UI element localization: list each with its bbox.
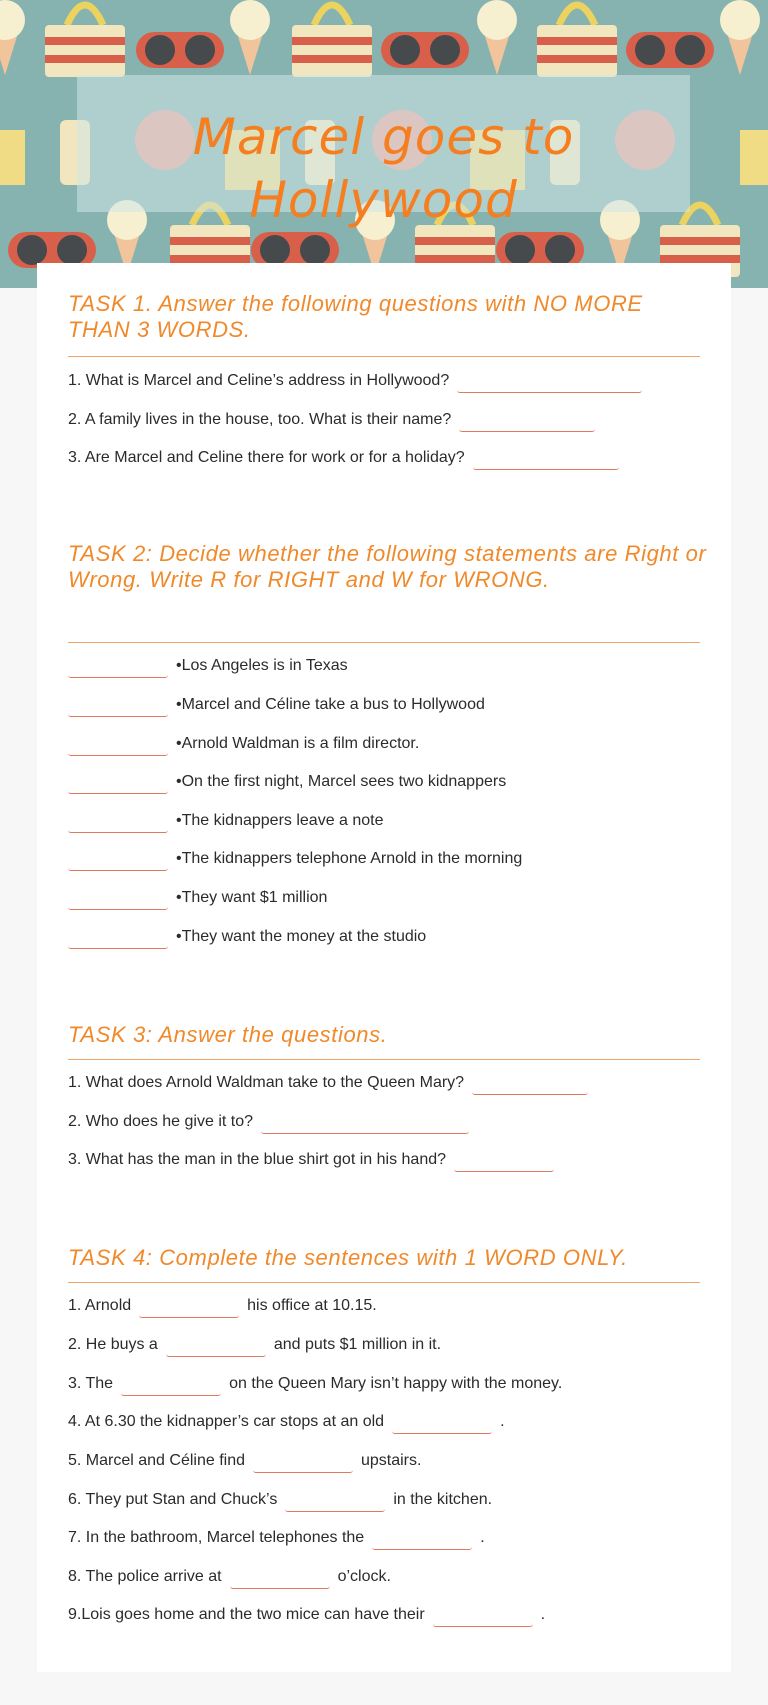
word-input[interactable] xyxy=(166,1336,266,1357)
answer-input[interactable] xyxy=(459,411,595,432)
sentence-end: . xyxy=(480,1529,485,1546)
sentence-row xyxy=(68,1333,441,1357)
statement-row xyxy=(68,925,426,949)
word-input[interactable] xyxy=(253,1452,353,1473)
statement-text: •They want $1 million xyxy=(176,889,328,906)
sentence-end: his office at 10.15. xyxy=(247,1297,377,1314)
question-text: 2. A family lives in the house, too. What is their name? xyxy=(68,411,452,428)
task1-question-3 xyxy=(68,446,627,470)
rw-input[interactable] xyxy=(68,773,168,794)
task3-question-3 xyxy=(68,1148,562,1172)
statement-text: •Los Angeles is in Texas xyxy=(176,657,348,674)
task2-heading: TASK 2: Decide whether the following statements are Right or Wrong. Write R for RIGHT and W for WRONG. xyxy=(68,541,707,592)
task3-question-2 xyxy=(68,1110,477,1134)
rw-input[interactable] xyxy=(68,696,168,717)
statement-row xyxy=(68,809,384,833)
statement-row xyxy=(68,770,506,794)
word-input[interactable] xyxy=(121,1375,221,1396)
answer-input[interactable] xyxy=(457,372,642,393)
sentence-start: 5. Marcel and Céline find xyxy=(68,1452,245,1469)
sentence-start: 4. At 6.30 the kidnapper’s car stops at an old xyxy=(68,1413,385,1430)
sentence-start: 9.Lois goes home and the two mice can have their xyxy=(68,1606,425,1623)
page-title: Marcel goes to Hollywood xyxy=(192,107,575,229)
answer-input[interactable] xyxy=(261,1113,469,1134)
sentence-end: . xyxy=(540,1606,546,1623)
header-banner xyxy=(0,0,768,288)
divider xyxy=(68,1282,700,1283)
answer-input[interactable] xyxy=(472,1074,588,1095)
statement-row xyxy=(68,847,522,871)
statement-text: •On the first night, Marcel sees two kidnappers xyxy=(176,773,507,790)
word-input[interactable] xyxy=(372,1529,472,1550)
task3-question-1 xyxy=(68,1071,596,1095)
word-input[interactable] xyxy=(392,1413,492,1434)
sentence-start: 2. He buys a xyxy=(68,1336,158,1353)
statement-text: •Marcel and Céline take a bus to Hollywood xyxy=(176,696,485,713)
divider xyxy=(68,1059,700,1060)
rw-input[interactable] xyxy=(68,657,168,678)
sentence-row xyxy=(68,1603,545,1627)
statement-text: •Arnold Waldman is a film director. xyxy=(176,735,420,752)
task4-heading: TASK 4: Complete the sentences with 1 WORD ONLY. xyxy=(68,1245,628,1270)
question-text: 1. What is Marcel and Celine’s address in Hollywood? xyxy=(68,372,450,389)
question-text: 3. Are Marcel and Celine there for work or for a holiday? xyxy=(68,449,465,466)
divider xyxy=(68,642,700,643)
sentence-end: on the Queen Mary isn’t happy with the money. xyxy=(229,1375,563,1392)
word-input[interactable] xyxy=(230,1568,330,1589)
question-text: 3. What has the man in the blue shirt got in his hand? xyxy=(68,1151,447,1168)
sentence-row xyxy=(68,1565,391,1589)
sentence-start: 8. The police arrive at xyxy=(68,1568,222,1585)
sentence-row xyxy=(68,1294,377,1318)
sentence-end: and puts $1 million in it. xyxy=(273,1336,442,1353)
statement-row xyxy=(68,886,327,910)
rw-input[interactable] xyxy=(68,812,168,833)
sentence-row xyxy=(68,1526,485,1550)
word-input[interactable] xyxy=(139,1297,239,1318)
worksheet-card xyxy=(37,263,731,1672)
task3-heading: TASK 3: Answer the questions. xyxy=(68,1022,388,1047)
question-text: 2. Who does he give it to? xyxy=(68,1113,253,1130)
sentence-row xyxy=(68,1488,492,1512)
word-input[interactable] xyxy=(433,1606,533,1627)
rw-input[interactable] xyxy=(68,735,168,756)
sentence-start: 3. The xyxy=(68,1375,114,1392)
statement-text: •The kidnappers telephone Arnold in the morning xyxy=(176,850,523,867)
answer-input[interactable] xyxy=(473,449,619,470)
task1-question-1 xyxy=(68,369,650,393)
statement-row xyxy=(68,654,348,678)
word-input[interactable] xyxy=(285,1491,385,1512)
sentence-start: 1. Arnold xyxy=(68,1297,132,1314)
sentence-end: in the kitchen. xyxy=(393,1491,493,1508)
sentence-row xyxy=(68,1372,562,1396)
sentence-row xyxy=(68,1410,505,1434)
sentence-end: upstairs. xyxy=(360,1452,422,1469)
statement-text: •The kidnappers leave a note xyxy=(176,812,384,829)
question-text: 1. What does Arnold Waldman take to the Queen Mary? xyxy=(68,1074,465,1091)
rw-input[interactable] xyxy=(68,889,168,910)
sentence-end: o’clock. xyxy=(337,1568,391,1585)
rw-input[interactable] xyxy=(68,850,168,871)
sentence-row xyxy=(68,1449,421,1473)
divider xyxy=(68,356,700,357)
task1-heading: TASK 1. Answer the following questions with NO MORE THAN 3 WORDS. xyxy=(68,291,643,342)
rw-input[interactable] xyxy=(68,928,168,949)
statement-row xyxy=(68,732,419,756)
statement-row xyxy=(68,693,485,717)
sentence-end: . xyxy=(500,1413,505,1430)
statement-text: •They want the money at the studio xyxy=(176,928,427,945)
sentence-start: 7. In the bathroom, Marcel telephones the xyxy=(68,1529,365,1546)
answer-input[interactable] xyxy=(454,1151,554,1172)
task1-question-2 xyxy=(68,408,603,432)
sentence-start: 6. They put Stan and Chuck’s xyxy=(68,1491,278,1508)
